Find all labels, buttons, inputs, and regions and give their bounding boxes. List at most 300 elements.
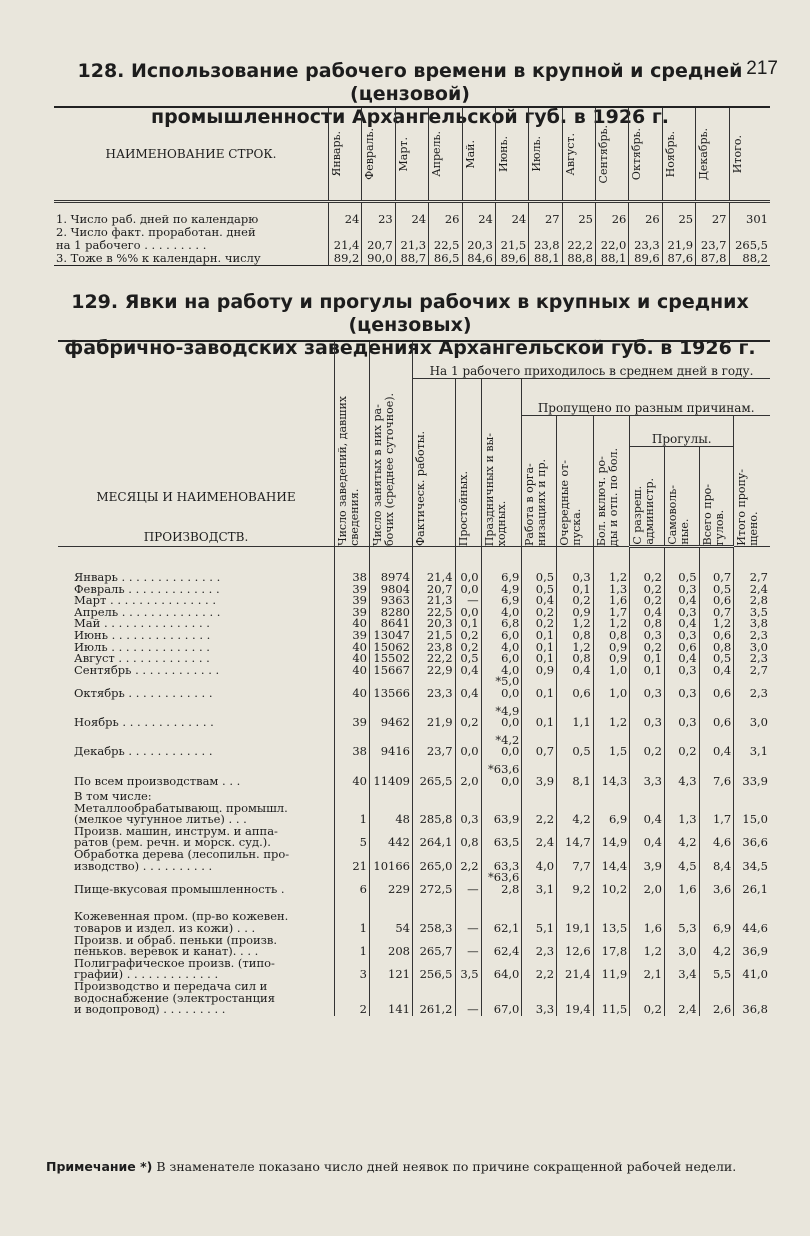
cell-value: 2,4 [734,584,770,596]
truancy-group-header: Прогулы. [630,416,734,447]
cell-value: 261,2 [413,981,456,1016]
cell-value: 0,1 [630,653,665,665]
cell-value: 1,7 [699,791,734,826]
cell-value: 2,4 [522,826,557,849]
cell-value: 0,4 [664,595,699,607]
month-header: Август. [562,107,595,202]
cell-value: 0,0 [455,735,481,758]
cell-value: 21,3 [413,595,456,607]
cell-value: 6 [335,872,370,895]
cell-value: 1,2 [699,618,734,630]
cell-value: 0,3 [664,706,699,729]
cell-value: 13,5 [593,911,630,934]
cell-value: 0,2 [455,642,481,654]
col-total-truancy-header: Всего про- гулов. [699,447,734,547]
table-128-header-row [54,107,770,202]
table-row [58,935,770,958]
missed-group-header: Пропущено по разным причинам. [522,379,770,416]
col-sick-header: Бол. включ. ро- ды и отп. по бол. [593,416,630,547]
cell-value: 11409 [370,764,413,787]
month-header: Сентябрь. [596,107,629,202]
cell-value: 1,7 [593,607,630,619]
cell-value: 40 [335,764,370,787]
cell-value: 25 [562,202,595,227]
table-row [54,252,770,266]
cell-value: 3,1 [734,735,770,758]
cell-value: 0,4 [699,665,734,677]
cell-value: 0,3 [630,706,665,729]
cell-value: 0,6 [699,595,734,607]
cell-value: 2,7 [734,572,770,584]
cell-value: 0,6 [699,630,734,642]
cell-value: 15,0 [734,791,770,826]
cell-value: 88,1 [596,252,629,266]
table-row [58,911,770,934]
table-129-title-line2: фабрично-заводских заведениях Архангельской губ. в 1926 г. [64,337,756,359]
cell-value: 0,0 [455,572,481,584]
row-label: Пище-вкусовая промышленность . [74,881,285,896]
cell-value: 3,0 [734,706,770,729]
cell-value: 0,3 [664,665,699,677]
cell-value: *5,0 0,0 [481,676,522,699]
cell-value: 1,6 [630,911,665,934]
cell-value: 13566 [370,676,413,699]
cell-value: 39 [335,630,370,642]
col-workers-header: Число занятых в них ра- бочих (среднее суточное). [370,341,413,547]
cell-value: 2,8 [734,595,770,607]
cell-value: 6,0 [481,630,522,642]
row-label: Кожевенная пром. (пр-во кожевен. товаров и издел. из кожи) . . . [74,909,289,936]
cell-value: 1,2 [593,706,630,729]
cell-value: 2,2 [522,958,557,981]
row-label: Май . . . . . . . . . . . . . . . [74,616,210,631]
col-establishments-header: Число заведений, давших сведения. [335,341,370,547]
cell-value: 2,7 [734,665,770,677]
cell-value: 86,5 [429,252,462,266]
cell-value: 24 [495,202,528,227]
cell-value: 89,2 [329,252,362,266]
cell-value: 21 [335,849,370,872]
cell-value: 0,7 [699,607,734,619]
cell-value: 0,4 [630,607,665,619]
row-label: Июль . . . . . . . . . . . . . . [74,639,210,654]
cell-value: 22,5 [413,607,456,619]
cell-value: 36,6 [734,826,770,849]
cell-value: 23,7 [696,226,729,252]
cell-value: 0,2 [522,607,557,619]
cell-value: 0,2 [630,572,665,584]
cell-value: 7,6 [699,764,734,787]
cell-value: 1,3 [593,584,630,596]
cell-value: 8974 [370,572,413,584]
cell-value: 7,7 [557,849,594,872]
cell-value: 11,9 [593,958,630,981]
cell-value: 40 [335,665,370,677]
table-row [58,706,770,729]
table-128-title-line1: 128. Использование рабочего времени в крупной и средней (цензовой) [77,60,743,105]
cell-value: 5,1 [522,911,557,934]
cell-value: 258,3 [413,911,456,934]
cell-value: 301 [729,202,770,227]
cell-value: 6,9 [481,595,522,607]
cell-value: 0,4 [699,735,734,758]
cell-value: 1,2 [557,618,594,630]
cell-value: 88,2 [729,252,770,266]
cell-value: 0,5 [664,572,699,584]
cell-value: 0,3 [557,572,594,584]
cell-value: 3,8 [734,618,770,630]
cell-value: 26 [429,202,462,227]
month-header: Апрель. [429,107,462,202]
row-label: Март . . . . . . . . . . . . . . . [74,593,217,608]
cell-value: 0,6 [699,676,734,699]
cell-value: 0,4 [522,595,557,607]
cell-value: 1,2 [593,618,630,630]
cell-value: 1 [335,935,370,958]
cell-value: 48 [370,791,413,826]
cell-value: 10166 [370,849,413,872]
cell-value: 22,2 [562,226,595,252]
cell-value: 0,4 [630,791,665,826]
cell-value: 23,7 [413,735,456,758]
cell-value: 38 [335,735,370,758]
cell-value: 0,8 [593,630,630,642]
cell-value: 62,4 [481,935,522,958]
row-label: Произв. машин, инструм. и аппа- ратов (рем. речн. и морск. суд.). [74,823,278,850]
cell-value: 9363 [370,595,413,607]
cell-value: 27 [696,202,729,227]
cell-value: 88,8 [562,252,595,266]
cell-value: 0,4 [455,676,481,699]
cell-value: — [455,595,481,607]
table-row [58,665,770,677]
cell-value: 88,7 [395,252,428,266]
cell-value: 442 [370,826,413,849]
cell-value: 0,3 [630,630,665,642]
cell-value: 89,6 [495,252,528,266]
cell-value: 2,2 [455,849,481,872]
col-org-work-header: Работа в орга- низациях и пр. [522,416,557,547]
cell-value: 0,2 [630,642,665,654]
cell-value: 4,0 [481,642,522,654]
cell-value: 3,3 [522,981,557,1016]
cell-value: 0,7 [699,572,734,584]
cell-value: 3,9 [522,764,557,787]
col-actual-header: Фактическ. работы. [413,379,456,547]
cell-value: 1,0 [593,676,630,699]
cell-value: 0,3 [630,676,665,699]
cell-value: — [455,981,481,1016]
cell-value: 24 [462,202,495,227]
cell-value: 9804 [370,584,413,596]
cell-value: 0,0 [455,607,481,619]
col-idle-header: Простойных. [455,379,481,547]
row-label: 1. Число раб. дней по календарю [56,212,259,226]
cell-value: 9416 [370,735,413,758]
col-total-missed-header: Итого пропу- щено. [734,416,770,547]
cell-value: 2,0 [630,872,665,895]
cell-value: 0,5 [522,572,557,584]
row-label: Январь . . . . . . . . . . . . . . [74,570,221,584]
cell-value: 8280 [370,607,413,619]
cell-value: 4,6 [699,826,734,849]
cell-value: 2,6 [699,981,734,1016]
cell-value: 0,8 [630,618,665,630]
cell-value: 4,0 [481,607,522,619]
cell-value: 12,6 [557,935,594,958]
cell-value: 33,9 [734,764,770,787]
cell-value: 40 [335,676,370,699]
table-row [58,791,770,826]
cell-value: 11,5 [593,981,630,1016]
cell-value: 1 [335,791,370,826]
cell-value: 67,0 [481,981,522,1016]
cell-value: 2,3 [734,676,770,699]
cell-value: 0,1 [522,630,557,642]
month-header: Июль. [529,107,562,202]
table-row [58,981,770,1016]
cell-value: 0,4 [557,665,594,677]
cell-value: 4,2 [664,826,699,849]
cell-value: — [455,872,481,895]
cell-value: 39 [335,607,370,619]
table-row [58,849,770,872]
cell-value: 23,3 [413,676,456,699]
cell-value: *4,2 0,0 [481,735,522,758]
cell-value: 0,4 [664,653,699,665]
cell-value: 0,8 [557,630,594,642]
cell-value: 0,2 [630,981,665,1016]
cell-value: 0,9 [593,642,630,654]
row-label: Ноябрь . . . . . . . . . . . . . [74,715,214,730]
cell-value: 0,1 [455,618,481,630]
cell-value: 0,1 [522,642,557,654]
cell-value: 4,9 [481,584,522,596]
cell-value: 0,3 [664,630,699,642]
total-header: Итого. [729,107,770,202]
cell-value: 22,2 [413,653,456,665]
cell-value: 265,7 [413,935,456,958]
cell-value: 0,7 [522,735,557,758]
cell-value: — [455,935,481,958]
cell-value: 5 [335,826,370,849]
cell-value: 208 [370,935,413,958]
cell-value: 4,5 [664,849,699,872]
row-label: Сентябрь . . . . . . . . . . . . [74,662,220,677]
cell-value: 0,1 [522,706,557,729]
cell-value: 63,3 [481,849,522,872]
table-row [54,202,770,227]
cell-value: 26 [629,202,662,227]
row-label: 2. Число факт. проработан. дней на 1 рабочего . . . . . . . . . [56,225,256,252]
table-128-body [54,202,770,266]
month-header: Май. [462,107,495,202]
cell-value: 1,5 [593,735,630,758]
cell-value: 39 [335,706,370,729]
cell-value: 2,3 [734,630,770,642]
cell-value: 84,6 [462,252,495,266]
cell-value: 20,3 [462,226,495,252]
row-label: В том числе: Металлообрабатывающ. промышл. (мелкое чугунное литье) . . . [74,789,288,827]
cell-value: 2,1 [630,958,665,981]
cell-value: 0,1 [630,665,665,677]
cell-value: 54 [370,911,413,934]
cell-value: 21,4 [413,572,456,584]
cell-value: 265,5 [413,764,456,787]
month-header: Декабрь. [696,107,729,202]
cell-value: 264,1 [413,826,456,849]
cell-value: 20,7 [413,584,456,596]
cell-value: 39 [335,595,370,607]
row-label: 3. Тоже в %% к календарн. числу [56,251,261,265]
cell-value: 0,2 [630,595,665,607]
month-header: Февраль. [362,107,395,202]
cell-value: 0,4 [630,826,665,849]
cell-value: 40 [335,642,370,654]
cell-value: 6,9 [481,572,522,584]
cell-value: 1,6 [593,595,630,607]
cell-value: 64,0 [481,958,522,981]
cell-value: 0,0 [455,584,481,596]
footnote-label: Примечание *) [46,1159,153,1174]
cell-value: 1,6 [664,872,699,895]
cell-value: 2 [335,981,370,1016]
cell-value: 21,3 [395,226,428,252]
cell-value: 22,0 [596,226,629,252]
cell-value: 40 [335,653,370,665]
cell-value: 21,5 [495,226,528,252]
cell-value: 3 [335,958,370,981]
cell-value: 0,4 [664,618,699,630]
month-header: Март. [395,107,428,202]
cell-value: 26 [596,202,629,227]
cell-value: 22,5 [429,226,462,252]
cell-value: 26,1 [734,872,770,895]
cell-value: 36,8 [734,981,770,1016]
cell-value: 0,1 [557,584,594,596]
cell-value: 2,3 [522,935,557,958]
cell-value: 87,8 [696,252,729,266]
cell-value: 88,1 [529,252,562,266]
cell-value: 23,8 [413,642,456,654]
cell-value: 6,0 [481,653,522,665]
cell-value: 40 [335,618,370,630]
cell-value: 24 [329,202,362,227]
table-129 [58,340,770,1016]
cell-value: 21,4 [557,958,594,981]
cell-value: 89,6 [629,252,662,266]
cell-value: 0,8 [455,826,481,849]
row-label: Обработка дерева (лесопильн. про- изводство) . . . . . . . . . . [74,847,290,873]
cell-value: 63,9 [481,791,522,826]
table-row [58,764,770,787]
cell-value: 1,2 [630,935,665,958]
cell-value: 265,0 [413,849,456,872]
cell-value: 1,1 [557,706,594,729]
month-header: Июнь. [495,107,528,202]
cell-value: 15667 [370,665,413,677]
cell-value: 3,5 [734,607,770,619]
cell-value: 0,9 [522,665,557,677]
cell-value: 15502 [370,653,413,665]
cell-value: 3,9 [630,849,665,872]
cell-value: 0,6 [699,706,734,729]
cell-value: 14,3 [593,764,630,787]
cell-value: 8,4 [699,849,734,872]
table-row [58,958,770,981]
col-holidays-header: Праздничных и вы- ходных. [481,379,522,547]
cell-value: 0,5 [522,584,557,596]
cell-value: 13047 [370,630,413,642]
cell-value: 15062 [370,642,413,654]
cell-value: 272,5 [413,872,456,895]
row-label: По всем производствам . . . [74,773,241,788]
cell-value: 5,5 [699,958,734,981]
month-header: Октябрь. [629,107,662,202]
cell-value: 6,8 [481,618,522,630]
row-label: Август . . . . . . . . . . . . . [74,651,210,666]
cell-value: 0,2 [522,618,557,630]
cell-value: 4,2 [557,791,594,826]
cell-value: 8641 [370,618,413,630]
footnote [46,1158,776,1175]
cell-value: 0,2 [664,735,699,758]
cell-value: 19,4 [557,981,594,1016]
cell-value: 19,1 [557,911,594,934]
cell-value: 2,0 [455,764,481,787]
cell-value: 2,3 [734,653,770,665]
cell-value: *4,9 0,0 [481,706,522,729]
cell-value: 0,2 [557,595,594,607]
cell-value: 2,2 [522,791,557,826]
cell-value: 8,1 [557,764,594,787]
cell-value: 0,1 [522,676,557,699]
cell-value: 3,1 [522,872,557,895]
cell-value: 1,0 [593,665,630,677]
cell-value: *63,6 2,8 [481,872,522,895]
cell-value: 265,5 [729,226,770,252]
row-label: Произв. и обраб. пеньки (произв. пеньков. веревок и канат). . . . [74,932,278,959]
cell-value: 0,3 [664,584,699,596]
cell-value: 24 [395,202,428,227]
cell-value: 4,2 [699,935,734,958]
table-128-title-line2: промышленности Архангельской губ. в 1926 г. [150,106,670,128]
cell-value: 121 [370,958,413,981]
cell-value: 14,7 [557,826,594,849]
cell-value: 0,6 [557,676,594,699]
table-row [58,735,770,758]
cell-value: 1,2 [557,642,594,654]
cell-value: 20,7 [362,226,395,252]
cell-value: 3,0 [734,642,770,654]
cell-value: 21,5 [413,630,456,642]
table-129-header-row-1 [58,341,770,379]
cell-value: 0,1 [522,653,557,665]
cell-value: 38 [335,572,370,584]
cell-value: 0,6 [664,642,699,654]
table-row [58,872,770,895]
cell-value: 0,8 [699,642,734,654]
cell-value: 63,5 [481,826,522,849]
month-header: Январь. [329,107,362,202]
per-worker-group-header: На 1 рабочего приходилось в среднем дней в году. [413,341,771,379]
row-label: Полиграфическое произв. (типо- графии) . . . . . . . . . . . . . [74,955,275,982]
cell-value: 2,4 [664,981,699,1016]
cell-value: 1,2 [593,572,630,584]
cell-value: 0,5 [699,584,734,596]
row-label: Апрель . . . . . . . . . . . . . . [74,604,221,619]
cell-value: 25 [662,202,695,227]
